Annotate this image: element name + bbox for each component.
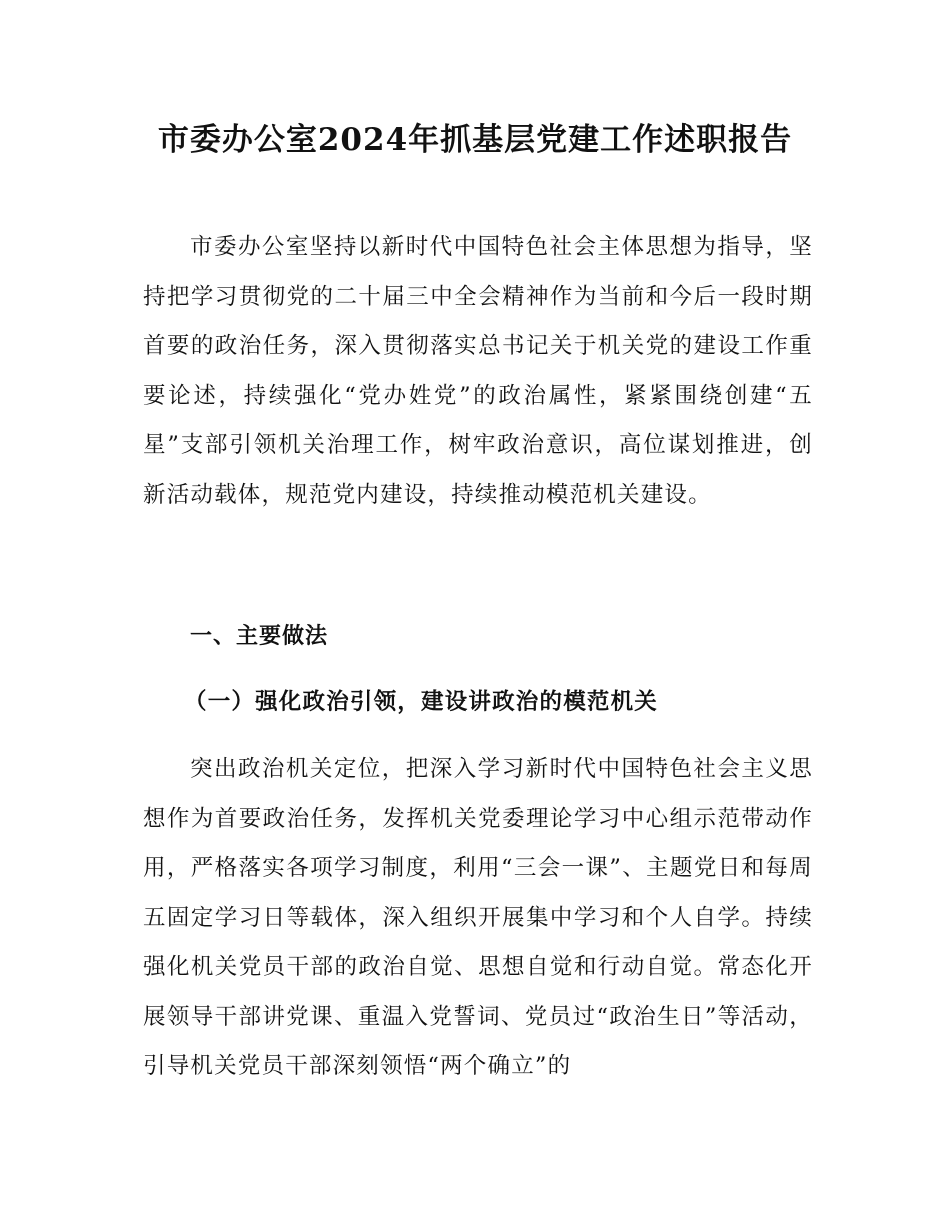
- section-heading-main-practices: 一、主要做法: [190, 624, 329, 649]
- subsection-paragraph: 突出政治机关定位，把深入学习新时代中国特色社会主义思想作为首要政治任务，发挥机关党委理论学习中心组示范带动作用，严格落实各项学习制度，利用“三会一课”、主题党日和每周五固定学习日等载体，深入组织开展集中学习和个人自学。持续强化机关党员干部的政治自觉、思想自觉和行动自觉。常态化开展领导干部讲党课、重温入党誓词、党员过“政治生日”等活动，引导机关党员干部深刻领悟“两个确立”的: [143, 756, 813, 1079]
- intro-paragraph: 市委办公室坚持以新时代中国特色社会主体思想为指导，坚持把学习贯彻党的二十届三中全会精神作为当前和今后一段时期首要的政治任务，深入贯彻落实总书记关于机关党的建设工作重要论述，持续强化“党办姓党”的政治属性，紧紧围绕创建“五星”支部引领机关治理工作，树牢政治意识，高位谋划推进，创新活动载体，规范党内建设，持续推动模范机关建设。: [143, 234, 813, 508]
- document-title: 市委办公室2024年抓基层党建工作述职报告: [157, 122, 793, 158]
- subsection-heading-political-leadership: （一）强化政治引领，建设讲政治的模范机关: [184, 689, 659, 715]
